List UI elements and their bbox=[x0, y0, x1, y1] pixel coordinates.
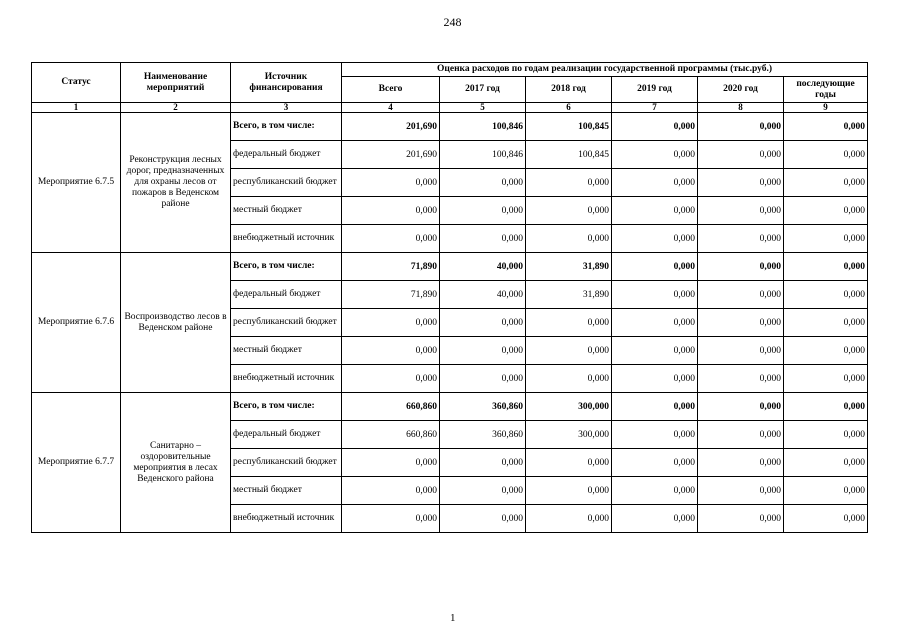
amount-cell: 0,000 bbox=[342, 225, 440, 253]
amount-cell: 201,690 bbox=[342, 141, 440, 169]
amount-cell: 0,000 bbox=[698, 253, 784, 281]
column-number: 5 bbox=[440, 103, 526, 113]
amount-cell: 0,000 bbox=[698, 505, 784, 533]
amount-cell: 0,000 bbox=[526, 477, 612, 505]
amount-cell: 0,000 bbox=[612, 253, 698, 281]
amount-cell: 40,000 bbox=[440, 281, 526, 309]
amount-cell: 31,890 bbox=[526, 281, 612, 309]
funding-source: федеральный бюджет bbox=[231, 421, 342, 449]
amount-cell: 71,890 bbox=[342, 253, 440, 281]
page-number: 248 bbox=[443, 15, 462, 29]
funding-source: республиканский бюджет bbox=[231, 169, 342, 197]
amount-cell: 0,000 bbox=[612, 197, 698, 225]
amount-cell: 660,860 bbox=[342, 421, 440, 449]
column-number: 6 bbox=[526, 103, 612, 113]
amount-cell: 360,860 bbox=[440, 393, 526, 421]
amount-cell: 0,000 bbox=[784, 225, 868, 253]
amount-cell: 0,000 bbox=[612, 393, 698, 421]
column-number: 2 bbox=[121, 103, 231, 113]
amount-cell: 0,000 bbox=[526, 505, 612, 533]
column-number: 3 bbox=[231, 103, 342, 113]
column-number: 4 bbox=[342, 103, 440, 113]
amount-cell: 100,845 bbox=[526, 113, 612, 141]
amount-cell: 0,000 bbox=[342, 505, 440, 533]
funding-source: Всего, в том числе: bbox=[231, 393, 342, 421]
funding-source: Всего, в том числе: bbox=[231, 113, 342, 141]
column-number: 8 bbox=[698, 103, 784, 113]
amount-cell: 0,000 bbox=[526, 449, 612, 477]
amount-cell: 0,000 bbox=[698, 393, 784, 421]
funding-source: внебюджетный источник bbox=[231, 225, 342, 253]
amount-cell: 0,000 bbox=[440, 169, 526, 197]
funding-source: федеральный бюджет bbox=[231, 141, 342, 169]
header-2019: 2019 год bbox=[612, 77, 698, 103]
measure-status: Мероприятие 6.7.6 bbox=[32, 253, 121, 393]
amount-cell: 0,000 bbox=[698, 449, 784, 477]
amount-cell: 0,000 bbox=[698, 281, 784, 309]
funding-source: внебюджетный источник bbox=[231, 505, 342, 533]
amount-cell: 100,846 bbox=[440, 141, 526, 169]
amount-cell: 0,000 bbox=[526, 365, 612, 393]
amount-cell: 0,000 bbox=[784, 141, 868, 169]
amount-cell: 0,000 bbox=[784, 113, 868, 141]
amount-cell: 0,000 bbox=[342, 365, 440, 393]
amount-cell: 0,000 bbox=[784, 253, 868, 281]
amount-cell: 0,000 bbox=[342, 337, 440, 365]
amount-cell: 0,000 bbox=[342, 449, 440, 477]
amount-cell: 0,000 bbox=[612, 309, 698, 337]
amount-cell: 0,000 bbox=[698, 225, 784, 253]
amount-cell: 0,000 bbox=[612, 449, 698, 477]
amount-cell: 0,000 bbox=[612, 421, 698, 449]
measure-name: Санитарно – оздоровительные мероприятия в лесах Веденского района bbox=[121, 393, 231, 533]
amount-cell: 0,000 bbox=[784, 309, 868, 337]
table-row bbox=[32, 113, 868, 141]
amount-cell: 0,000 bbox=[612, 281, 698, 309]
amount-cell: 0,000 bbox=[784, 365, 868, 393]
amount-cell: 0,000 bbox=[440, 505, 526, 533]
amount-cell: 0,000 bbox=[612, 365, 698, 393]
column-number-row bbox=[32, 103, 868, 113]
amount-cell: 0,000 bbox=[784, 449, 868, 477]
header-later: последующие годы bbox=[784, 77, 868, 103]
footer-mark: 1 bbox=[450, 612, 456, 624]
amount-cell: 0,000 bbox=[784, 337, 868, 365]
amount-cell: 0,000 bbox=[784, 421, 868, 449]
amount-cell: 0,000 bbox=[698, 141, 784, 169]
amount-cell: 0,000 bbox=[342, 169, 440, 197]
amount-cell: 0,000 bbox=[784, 505, 868, 533]
amount-cell: 0,000 bbox=[526, 309, 612, 337]
amount-cell: 0,000 bbox=[440, 365, 526, 393]
amount-cell: 0,000 bbox=[612, 337, 698, 365]
amount-cell: 0,000 bbox=[784, 393, 868, 421]
amount-cell: 0,000 bbox=[526, 169, 612, 197]
measure-status: Мероприятие 6.7.7 bbox=[32, 393, 121, 533]
budget-table bbox=[31, 62, 868, 533]
column-number: 7 bbox=[612, 103, 698, 113]
amount-cell: 0,000 bbox=[698, 421, 784, 449]
funding-source: местный бюджет bbox=[231, 477, 342, 505]
amount-cell: 0,000 bbox=[342, 309, 440, 337]
amount-cell: 0,000 bbox=[698, 365, 784, 393]
column-number: 9 bbox=[784, 103, 868, 113]
amount-cell: 0,000 bbox=[342, 197, 440, 225]
measure-name: Воспроизводство лесов в Веденском районе bbox=[121, 253, 231, 393]
amount-cell: 0,000 bbox=[784, 281, 868, 309]
amount-cell: 0,000 bbox=[440, 197, 526, 225]
amount-cell: 0,000 bbox=[440, 449, 526, 477]
amount-cell: 0,000 bbox=[440, 225, 526, 253]
funding-source: местный бюджет bbox=[231, 197, 342, 225]
column-number: 1 bbox=[32, 103, 121, 113]
amount-cell: 0,000 bbox=[440, 337, 526, 365]
funding-source: республиканский бюджет bbox=[231, 309, 342, 337]
header-name: Наименование мероприятий bbox=[121, 63, 231, 103]
amount-cell: 0,000 bbox=[342, 477, 440, 505]
amount-cell: 0,000 bbox=[526, 337, 612, 365]
table-row bbox=[32, 253, 868, 281]
amount-cell: 0,000 bbox=[698, 309, 784, 337]
funding-source: внебюджетный источник bbox=[231, 365, 342, 393]
header-2017: 2017 год bbox=[440, 77, 526, 103]
amount-cell: 0,000 bbox=[784, 197, 868, 225]
amount-cell: 0,000 bbox=[612, 225, 698, 253]
table-body bbox=[32, 113, 868, 533]
header-total: Всего bbox=[342, 77, 440, 103]
amount-cell: 0,000 bbox=[526, 197, 612, 225]
amount-cell: 100,845 bbox=[526, 141, 612, 169]
amount-cell: 0,000 bbox=[784, 169, 868, 197]
funding-source: республиканский бюджет bbox=[231, 449, 342, 477]
header-estimate: Оценка расходов по годам реализации государственной программы (тыс.руб.) bbox=[342, 63, 868, 77]
amount-cell: 71,890 bbox=[342, 281, 440, 309]
funding-source: Всего, в том числе: bbox=[231, 253, 342, 281]
amount-cell: 300,000 bbox=[526, 421, 612, 449]
amount-cell: 300,000 bbox=[526, 393, 612, 421]
table-row bbox=[32, 393, 868, 421]
amount-cell: 660,860 bbox=[342, 393, 440, 421]
amount-cell: 31,890 bbox=[526, 253, 612, 281]
amount-cell: 201,690 bbox=[342, 113, 440, 141]
funding-source: федеральный бюджет bbox=[231, 281, 342, 309]
header-status: Статус bbox=[32, 63, 121, 103]
amount-cell: 0,000 bbox=[612, 141, 698, 169]
header-2018: 2018 год bbox=[526, 77, 612, 103]
header-2020: 2020 год bbox=[698, 77, 784, 103]
amount-cell: 0,000 bbox=[612, 505, 698, 533]
amount-cell: 0,000 bbox=[612, 169, 698, 197]
measure-status: Мероприятие 6.7.5 bbox=[32, 113, 121, 253]
amount-cell: 0,000 bbox=[440, 309, 526, 337]
amount-cell: 0,000 bbox=[612, 477, 698, 505]
header-source: Источник финансирования bbox=[231, 63, 342, 103]
amount-cell: 360,860 bbox=[440, 421, 526, 449]
amount-cell: 0,000 bbox=[612, 113, 698, 141]
amount-cell: 0,000 bbox=[698, 337, 784, 365]
amount-cell: 0,000 bbox=[698, 169, 784, 197]
amount-cell: 0,000 bbox=[698, 477, 784, 505]
amount-cell: 0,000 bbox=[698, 197, 784, 225]
amount-cell: 0,000 bbox=[698, 113, 784, 141]
amount-cell: 0,000 bbox=[526, 225, 612, 253]
measure-name: Реконструкция лесных дорог, предназначенных для охраны лесов от пожаров в Веденском районе bbox=[121, 113, 231, 253]
amount-cell: 0,000 bbox=[784, 477, 868, 505]
amount-cell: 40,000 bbox=[440, 253, 526, 281]
funding-source: местный бюджет bbox=[231, 337, 342, 365]
amount-cell: 100,846 bbox=[440, 113, 526, 141]
amount-cell: 0,000 bbox=[440, 477, 526, 505]
